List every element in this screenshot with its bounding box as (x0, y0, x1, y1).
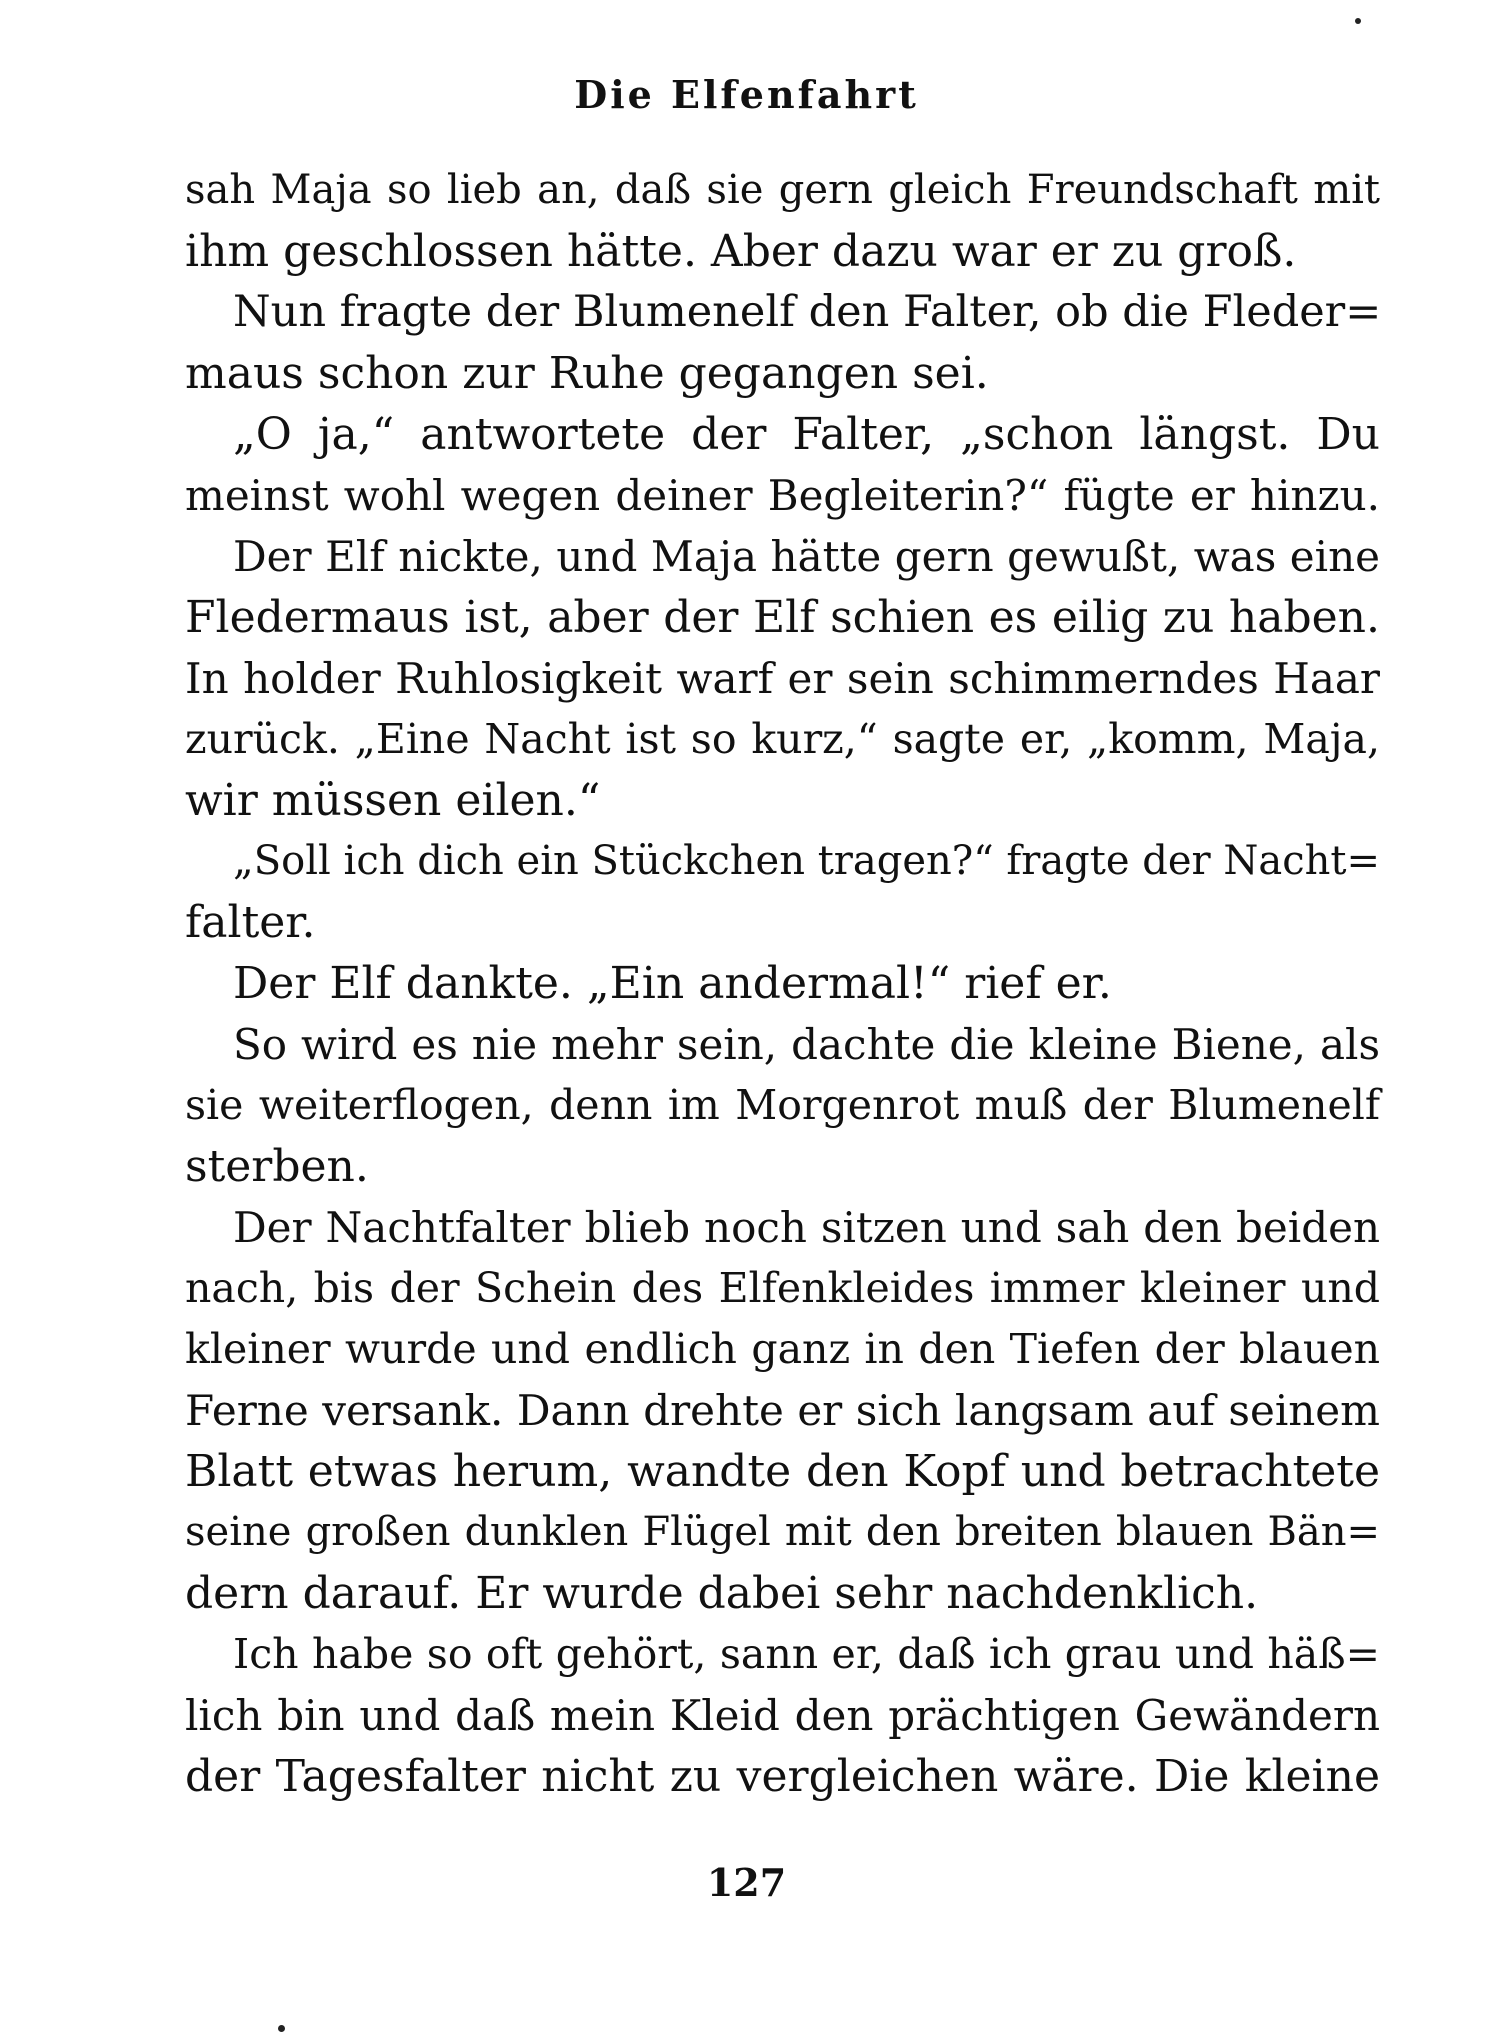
text-line: Nun fragte der Blumenelf den Falter, ob die Fleder= (233, 287, 1382, 337)
running-head: Die Elfenfahrt (574, 72, 919, 117)
text-line: So wird es nie mehr sein, dachte die kleine Biene, als (233, 1020, 1380, 1069)
text-line: Blatt etwas herum, wandte den Kopf und betrachtete (185, 1446, 1380, 1497)
body-text (185, 160, 1380, 1807)
text-line: maus schon zur Ruhe gegangen sei. (185, 348, 989, 399)
text-line: Ferne versank. Dann drehte er sich langsam auf seinem (185, 1386, 1380, 1435)
text-line: dern darauf. Er wurde dabei sehr nachdenklich. (185, 1568, 1259, 1619)
text-line: zurück. „Eine Nacht ist so kurz,“ sagte er, „komm, Maja, (185, 715, 1380, 763)
text-line: seine großen dunklen Flügel mit den breiten blauen Bän= (185, 1509, 1380, 1555)
text-line: „O ja,“ antwortete der Falter, „schon längst. Du (233, 409, 1380, 460)
text-line: falter. (185, 897, 316, 948)
ink-speck (278, 2025, 285, 2032)
text-line: In holder Ruhlosigkeit warf er sein schimmerndes Haar (185, 654, 1380, 703)
text-line: kleiner wurde und endlich ganz in den Tiefen der blauen (185, 1325, 1380, 1373)
page-number: 127 (706, 1860, 787, 1905)
text-line: sie weiterflogen, denn im Morgenrot muß der Blumenelf (185, 1081, 1380, 1129)
text-line: sah Maja so lieb an, daß sie gern gleich Freundschaft mit (185, 167, 1380, 213)
text-line: Der Elf nickte, und Maja hätte gern gewußt, was eine (233, 532, 1380, 581)
text-line: „Soll ich dich ein Stückchen tragen?“ fragte der Nacht= (233, 838, 1380, 884)
ink-speck (1355, 18, 1361, 24)
text-line: lich bin und daß mein Kleid den prächtigen Gewändern (185, 1691, 1380, 1740)
text-line: Der Nachtfalter blieb noch sitzen und sah den beiden (233, 1203, 1380, 1252)
text-line: meinst wohl wegen deiner Begleiterin?“ fügte er hinzu. (185, 471, 1380, 520)
text-line: ihm geschlossen hätte. Aber dazu war er zu groß. (185, 226, 1297, 277)
text-line: Ich habe so oft gehört, sann er, daß ich grau und häß= (233, 1630, 1380, 1678)
text-line: Fledermaus ist, aber der Elf schien es eilig zu haben. (185, 592, 1380, 643)
text-line: der Tagesfalter nicht zu vergleichen wäre. Die kleine (185, 1751, 1380, 1802)
text-line: Der Elf dankte. „Ein andermal!“ rief er. (233, 958, 1112, 1009)
text-line: nach, bis der Schein des Elfenkleides immer kleiner und (185, 1264, 1380, 1312)
text-line: sterben. (185, 1141, 369, 1192)
text-line: wir müssen eilen.“ (185, 775, 601, 826)
